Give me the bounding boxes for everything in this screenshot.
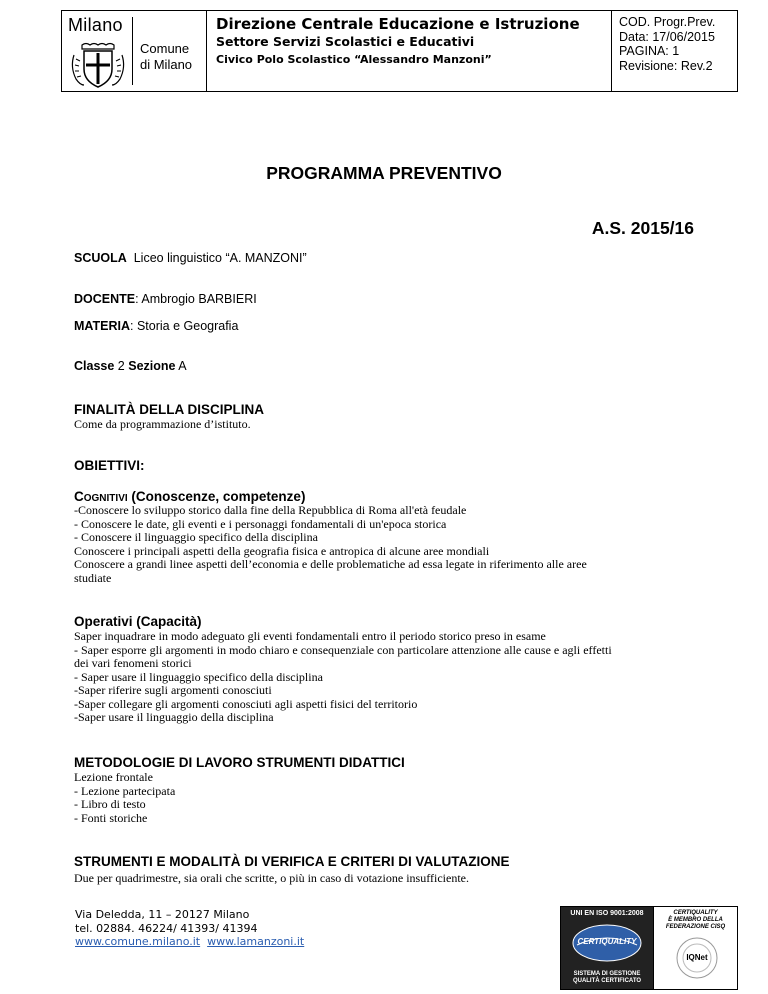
list-item: - Saper esporre gli argomenti in modo chiaro e consequenziale con particolare attenzione alle cause e agli effetti dei vari fenomeni storici [74,642,612,670]
meta-date: Data: 17/06/2015 [619,29,715,44]
list-item: - Libro di testo [74,797,146,811]
list-item: Lezione frontale [74,770,153,784]
link-lamanzoni[interactable]: www.lamanzoni.it [207,935,305,948]
certification-badge [560,906,738,990]
footer-street: Via Deledda, 11 – 20127 Milano [75,908,250,921]
finalita-heading: FINALITÀ DELLA DISCIPLINA [74,402,264,417]
cisq-panel [653,907,737,989]
list-item: - Fonti storiche [74,810,148,825]
field-classe [74,359,187,373]
footer-address [75,908,304,949]
field-materia [74,319,238,333]
header-title-line1: Direzione Centrale Educazione e Istruzione [216,15,580,33]
quality-label: SISTEMA DI GESTIONE QUALITÀ CERTIFICATO [572,971,642,984]
logo-comune-text: Comune di Milano [140,41,193,72]
metodologie-heading: METODOLOGIE DI LAVORO STRUMENTI DIDATTICI [74,755,405,770]
document-header [61,10,738,92]
header-title-cell [207,11,612,91]
field-docente-value: : Ambrogio BARBIERI [135,292,257,306]
logo-cell [62,11,207,91]
list-item: - Conoscere il linguaggio specifico della disciplina [74,530,318,544]
logo-city-text: Milano [68,15,123,35]
link-comune[interactable]: www.comune.milano.it [75,935,201,948]
field-scuola-value: Liceo linguistico “A. MANZONI” [133,251,307,265]
verifica-text: Due per quadrimestre, sia orali che scritte, o più in caso di votazione insufficiente. [74,871,469,885]
meta-revision: Revisione: Rev.2 [619,58,713,73]
list-item: - Saper usare il linguaggio specifico della disciplina [74,669,323,684]
field-scuola [74,251,307,265]
obiettivi-heading: OBIETTIVI: [74,458,145,473]
list-item: -Conoscere lo sviluppo storico dalla fine della Repubblica di Roma all'età feudale [74,503,467,517]
cisq-label: CERTIQUALITY È MEMBRO DELLA FEDERAZIONE CISQ [665,910,726,930]
metodologie-list [74,771,614,825]
field-scuola-label: SCUOLA [74,251,127,265]
field-sezione-value: A [178,359,187,373]
logo-divider [132,17,133,85]
crest-icon [68,41,128,89]
field-docente-label: DOCENTE [74,292,136,306]
field-materia-label: MATERIA [74,319,131,333]
iqnet-logo-text: IQNet [686,953,708,962]
cognitivi-heading: COGNITIVI (Conoscenze, competenze) [74,489,306,504]
cognitivi-list [74,504,614,585]
operativi-heading: Operativi (Capacità) [74,614,202,629]
document-title: PROGRAMMA PREVENTIVO [266,163,502,183]
meta-code: COD. Progr.Prev. [619,15,716,29]
certiquality-logo-text: CERTIQUALITY [577,937,637,946]
list-item: -Saper riferire sugli argomenti conosciuti [74,683,272,697]
list-item: Saper inquadrare in modo adeguato gli eventi fondamentali entro il periodo storico preso in esame [74,629,546,643]
list-item: - Conoscere le date, gli eventi e i personaggi fondamentali di un'epoca storica [74,516,447,531]
list-item: Conoscere a grandi linee aspetti dell’economia e delle problematiche ad essa legate in riferimento alle aree studiate [74,557,587,585]
header-title-line3: Civico Polo Scolastico “Alessandro Manzoni” [216,53,492,66]
meta-page: PAGINA: 1 [619,44,680,58]
operativi-list [74,630,614,725]
list-item: -Saper collegare gli argomenti conosciuti agli aspetti fisici del territorio [74,696,418,711]
field-classe-label: Classe [74,359,115,373]
iso-label: UNI EN ISO 9001:2008 [570,910,644,917]
header-meta-cell [612,11,737,91]
verifica-heading: STRUMENTI E MODALITÀ DI VERIFICA E CRITERI DI VALUTAZIONE [74,854,510,869]
footer-phone: tel. 02884. 46224/ 41393/ 41394 [75,921,258,935]
field-classe-value: 2 [117,359,125,373]
finalita-text: Come da programmazione d’istituto. [74,417,251,431]
school-year: A.S. 2015/16 [591,218,694,238]
field-sezione-label: Sezione [128,359,176,373]
certiquality-panel [561,907,653,989]
field-docente [74,292,257,306]
field-materia-value: : Storia e Geografia [130,319,239,333]
header-title-line2: Settore Servizi Scolastici e Educativi [216,34,475,49]
list-item: Conoscere i principali aspetti della geografia fisica e antropica di alcune aree mondiali [74,543,490,558]
list-item: -Saper usare il linguaggio della disciplina [74,710,274,724]
list-item: - Lezione partecipata [74,783,176,798]
